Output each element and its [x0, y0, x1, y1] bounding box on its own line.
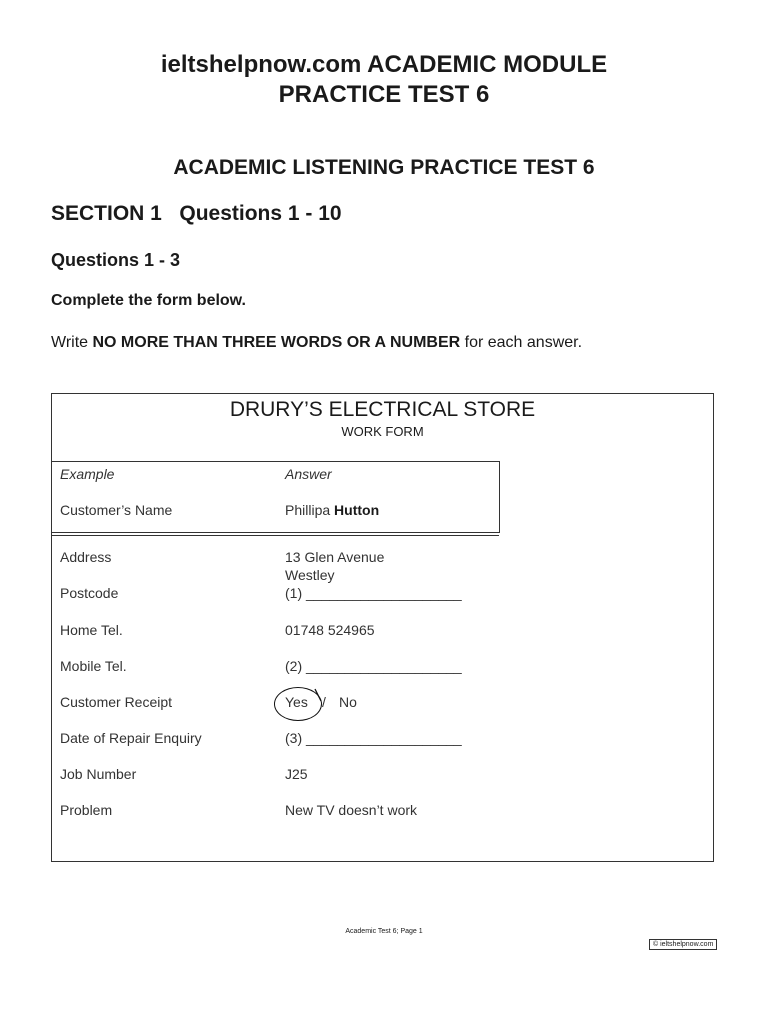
problem-value: New TV doesn’t work — [285, 802, 418, 818]
handwritten-tick-mark — [314, 687, 322, 703]
address-line-1: 13 Glen Avenue — [285, 549, 385, 565]
instruction-word-limit-bold: NO MORE THAN THREE WORDS OR A NUMBER — [92, 334, 461, 351]
title-line-1: ieltshelpnow.com ACADEMIC MODULE — [160, 51, 608, 78]
instruction-suffix: for each answer. — [460, 334, 583, 351]
work-form — [51, 393, 714, 862]
problem-label: Problem — [60, 802, 113, 818]
example-divider — [52, 535, 499, 536]
document-title — [0, 50, 768, 110]
address-label: Address — [60, 549, 112, 565]
store-name: DRURY’S ELECTRICAL STORE — [229, 398, 536, 421]
example-label: Example — [60, 466, 115, 482]
instruction-prefix: Write — [51, 334, 93, 351]
postcode-blank: (1) ____________________ — [285, 585, 462, 601]
home-tel-label: Home Tel. — [60, 622, 123, 638]
repair-date-blank: (3) ____________________ — [285, 730, 462, 746]
questions-heading: Questions 1 - 3 — [51, 250, 181, 270]
customer-name-label: Customer’s Name — [60, 502, 173, 518]
example-box — [52, 461, 500, 533]
title-line-2: PRACTICE TEST 6 — [278, 81, 490, 108]
instruction-word-limit — [51, 334, 582, 352]
repair-date-label: Date of Repair Enquiry — [60, 730, 202, 746]
job-number-label: Job Number — [60, 766, 137, 782]
section-heading: SECTION 1 Questions 1 - 10 — [51, 202, 342, 225]
customer-receipt-label: Customer Receipt — [60, 694, 173, 710]
receipt-yes: Yes — [285, 694, 308, 710]
home-tel-value: 01748 524965 — [285, 622, 375, 638]
mobile-tel-blank: (2) ____________________ — [285, 658, 462, 674]
customer-first-name: Phillipa — [285, 502, 335, 518]
customer-last-name: Hutton — [334, 502, 380, 518]
receipt-separator: / — [322, 694, 326, 710]
job-number-value: J25 — [285, 766, 308, 782]
address-line-2: Westley — [285, 567, 335, 583]
answer-label: Answer — [285, 466, 332, 482]
customer-name-value — [285, 502, 379, 518]
receipt-no: No — [339, 694, 357, 710]
instruction-complete-form: Complete the form below. — [51, 292, 246, 309]
form-subtitle: WORK FORM — [341, 424, 424, 439]
footer-page-number: Academic Test 6; Page 1 — [345, 928, 423, 935]
postcode-label: Postcode — [60, 585, 119, 601]
mobile-tel-label: Mobile Tel. — [60, 658, 127, 674]
test-subtitle: ACADEMIC LISTENING PRACTICE TEST 6 — [173, 156, 595, 179]
footer-copyright: © ieltshelpnow.com — [649, 939, 717, 950]
